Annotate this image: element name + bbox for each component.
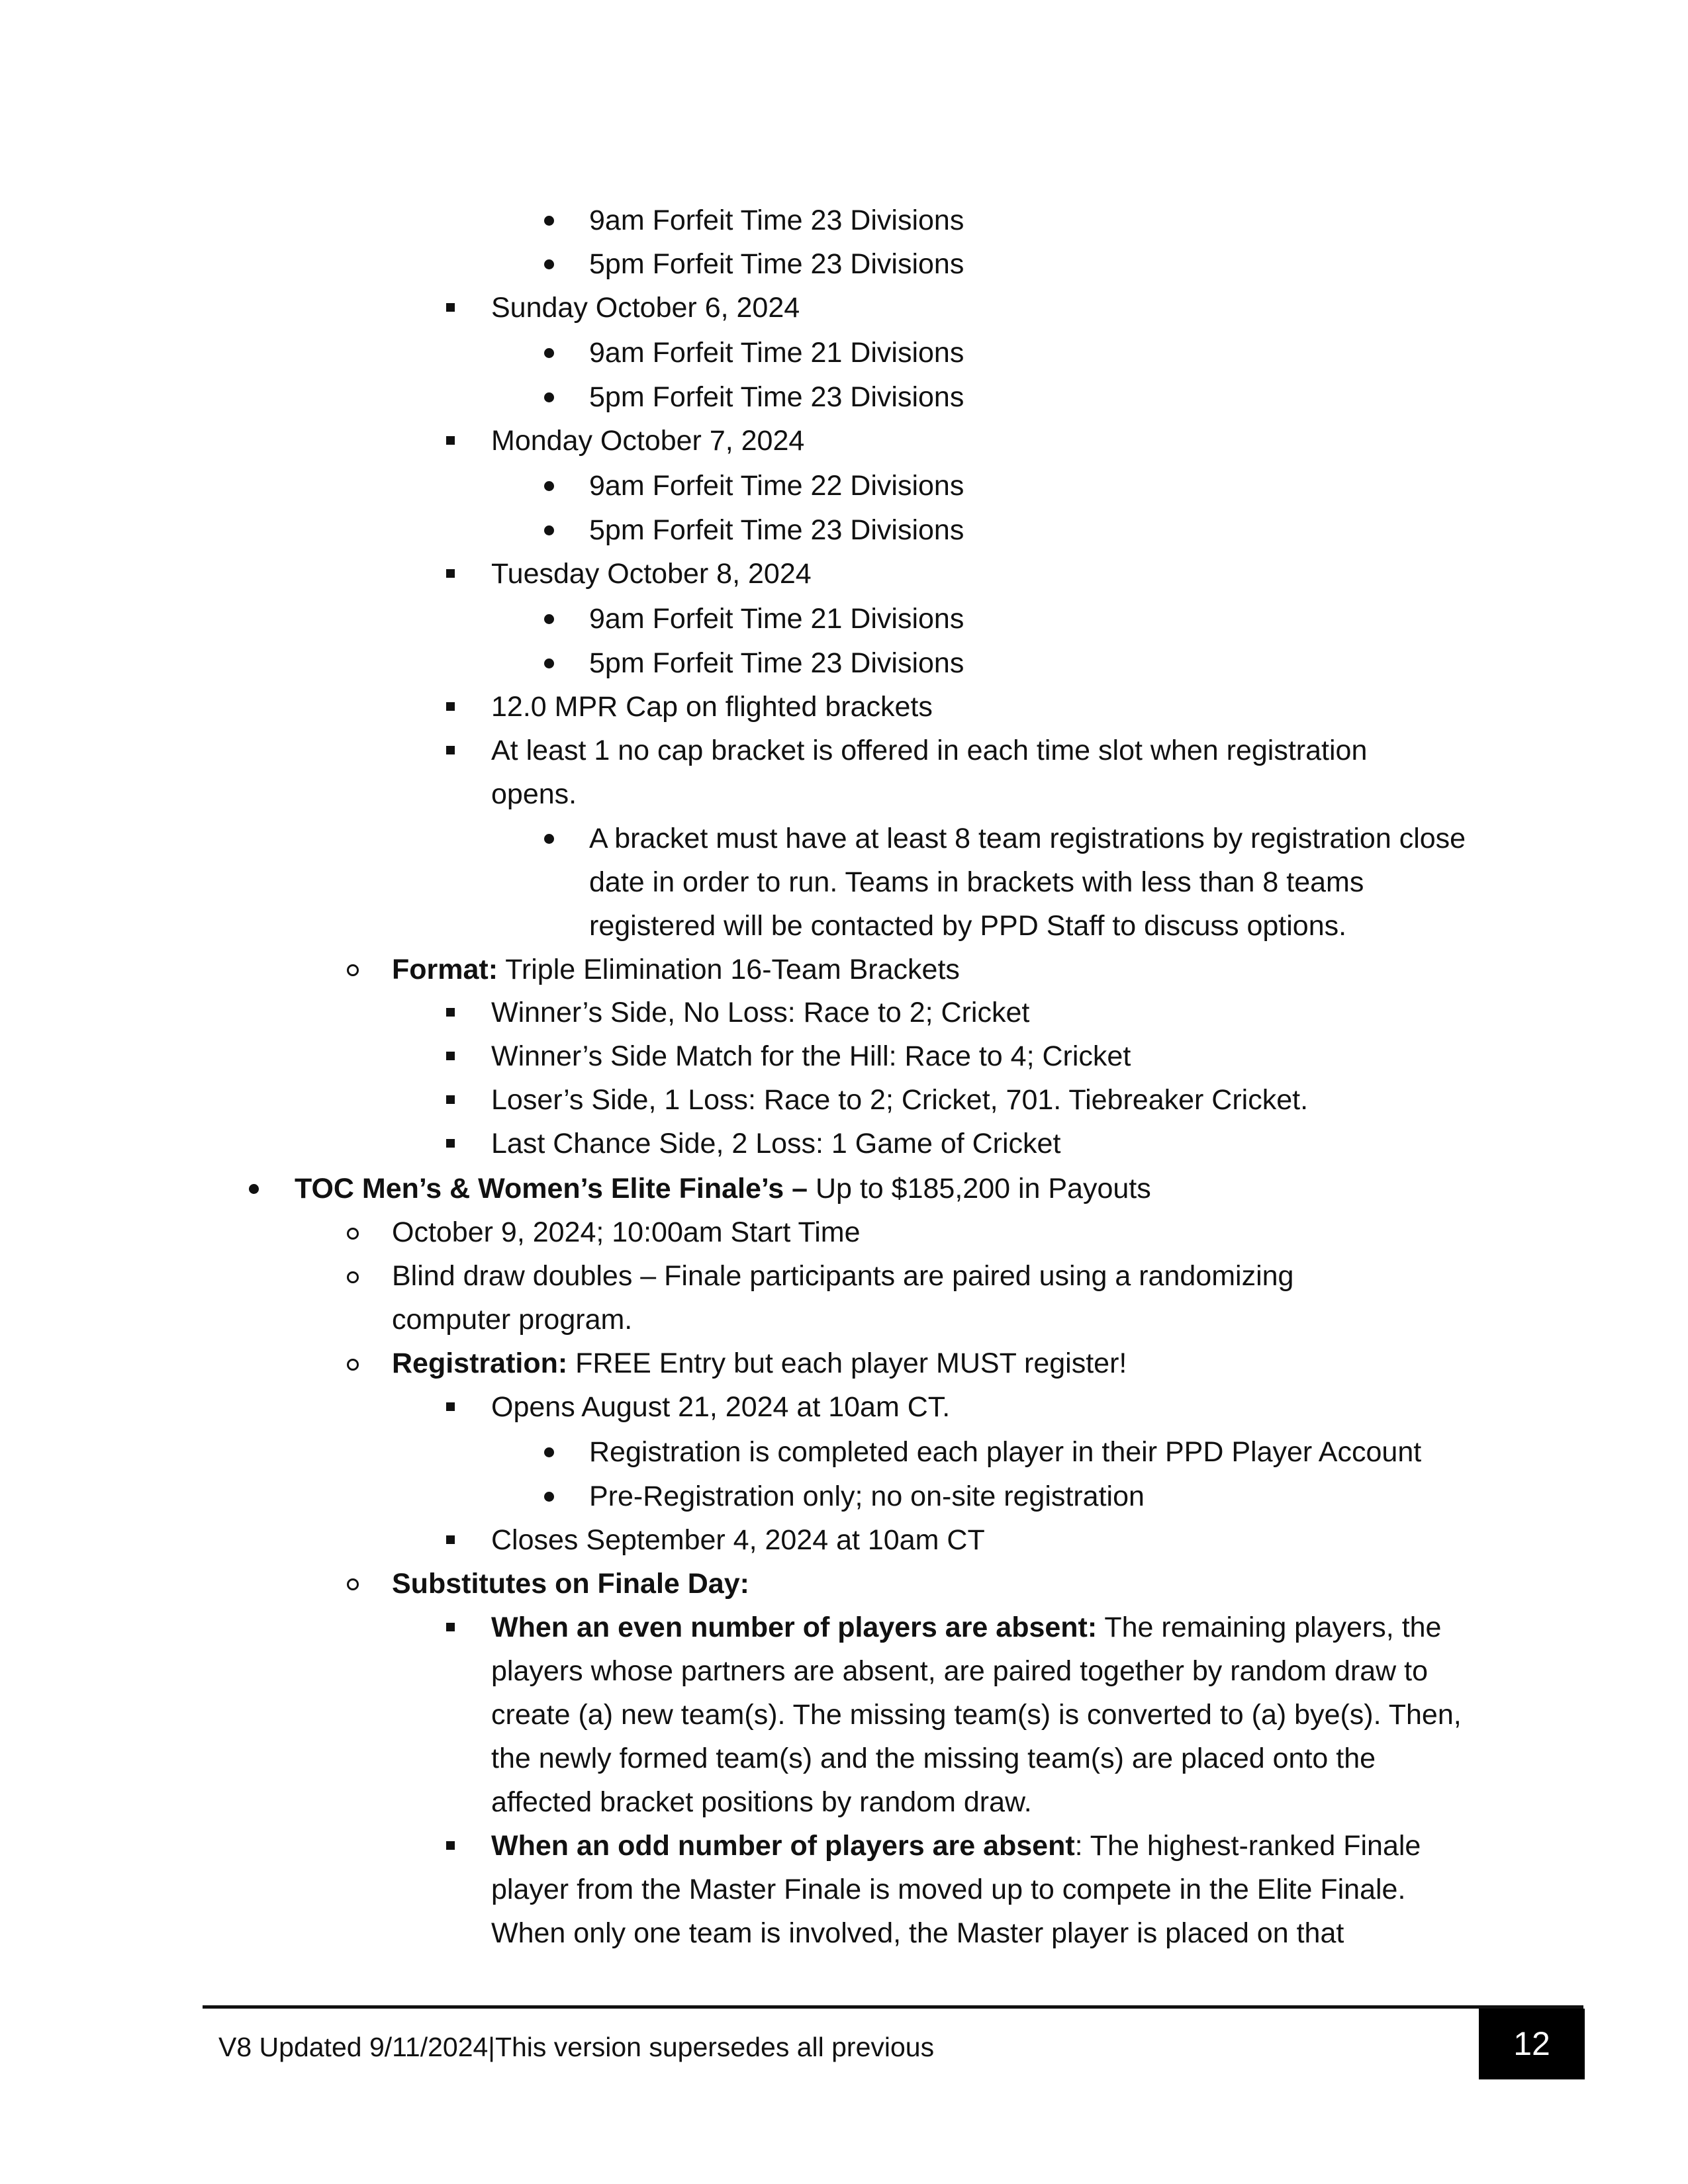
list-item: Closes September 4, 2024 at 10am CT: [491, 1524, 985, 1556]
list-item: 9am Forfeit Time 21 Divisions: [589, 603, 964, 635]
list-item: Loser’s Side, 1 Loss: Race to 2; Cricket, 701. Tiebreaker Cricket.: [491, 1084, 1309, 1116]
bullet-disc-icon: [249, 1184, 259, 1194]
bullet-disc-icon: [544, 659, 554, 668]
bullet-ring-icon: [347, 1359, 359, 1371]
list-item: When an odd number of players are absent: The highest-ranked Finale player from the Master Finale is moved up to compete in the Elite Finale. When only one team is involved, the Master player is placed on that: [491, 1830, 1421, 1949]
bullet-disc-icon: [544, 348, 554, 358]
list-item: Pre-Registration only; no on-site registration: [589, 1480, 1145, 1512]
bullet-disc-icon: [544, 481, 554, 491]
list-item: 5pm Forfeit Time 23 Divisions: [589, 248, 964, 280]
list-item: Blind draw doubles – Finale participants are paired using a randomizing computer program.: [392, 1260, 1294, 1336]
list-item: Tuesday October 8, 2024: [491, 558, 812, 590]
bullet-square-icon: [446, 1095, 455, 1104]
page-number: 12: [1479, 2009, 1585, 2079]
list-item: TOC Men’s & Women’s Elite Finale’s – Up to $185,200 in Payouts: [295, 1173, 1151, 1205]
list-item: Winner’s Side Match for the Hill: Race to 4; Cricket: [491, 1040, 1131, 1072]
bullet-square-icon: [446, 1841, 455, 1850]
bullet-square-icon: [446, 569, 455, 578]
list-item: A bracket must have at least 8 team registrations by registration close date in order to run. Teams in brackets with less than 8 teams registered will be contacted by PPD Staff to discuss options.: [589, 823, 1466, 942]
bullet-ring-icon: [347, 964, 359, 976]
list-item: Format: Triple Elimination 16-Team Brackets: [392, 954, 960, 985]
bullet-disc-icon: [544, 1447, 554, 1457]
bullet-square-icon: [446, 1008, 455, 1017]
bullet-square-icon: [446, 1402, 455, 1411]
list-item: Registration: FREE Entry but each player MUST register!: [392, 1347, 1127, 1379]
list-item: 5pm Forfeit Time 23 Divisions: [589, 381, 964, 413]
bullet-disc-icon: [544, 392, 554, 402]
list-item: 9am Forfeit Time 23 Divisions: [589, 205, 964, 236]
bullet-square-icon: [446, 1139, 455, 1148]
list-item: When an even number of players are absent: The remaining players, the players whose partners are absent, are paired together by random draw to create (a) new team(s). The missing team(s) is converted to (a) bye(s). Then, the newly formed team(s) and the missing team(s) are placed onto the affected bracket positions by random draw.: [491, 1612, 1462, 1818]
bullet-disc-icon: [544, 216, 554, 226]
list-item: Opens August 21, 2024 at 10am CT.: [491, 1391, 951, 1423]
bullet-square-icon: [446, 303, 455, 312]
footer-divider: [203, 2005, 1583, 2009]
bullet-disc-icon: [544, 834, 554, 844]
list-item: 5pm Forfeit Time 23 Divisions: [589, 514, 964, 546]
list-item: Substitutes on Finale Day:: [392, 1568, 749, 1600]
bullet-ring-icon: [347, 1228, 359, 1240]
list-item: Monday October 7, 2024: [491, 425, 805, 457]
list-item: At least 1 no cap bracket is offered in each time slot when registration opens.: [491, 735, 1368, 810]
bullet-square-icon: [446, 1623, 455, 1631]
bullet-square-icon: [446, 1052, 455, 1060]
list-item: Winner’s Side, No Loss: Race to 2; Cricket: [491, 997, 1030, 1028]
list-item: 12.0 MPR Cap on flighted brackets: [491, 691, 933, 723]
list-item: 9am Forfeit Time 21 Divisions: [589, 337, 964, 369]
bullet-square-icon: [446, 702, 455, 711]
list-item: October 9, 2024; 10:00am Start Time: [392, 1216, 861, 1248]
bullet-square-icon: [446, 746, 455, 754]
list-item: 9am Forfeit Time 22 Divisions: [589, 470, 964, 502]
bullet-disc-icon: [544, 614, 554, 624]
bullet-ring-icon: [347, 1578, 359, 1590]
list-item: Registration is completed each player in their PPD Player Account: [589, 1436, 1422, 1468]
bullet-disc-icon: [544, 259, 554, 269]
list-item: 5pm Forfeit Time 23 Divisions: [589, 647, 964, 679]
bullet-square-icon: [446, 1535, 455, 1544]
footer-version: V8 Updated 9/11/2024|This version supersedes all previous: [218, 2032, 935, 2062]
bullet-disc-icon: [544, 1492, 554, 1502]
bullet-disc-icon: [544, 525, 554, 535]
list-item: Sunday October 6, 2024: [491, 292, 800, 324]
list-item: Last Chance Side, 2 Loss: 1 Game of Cricket: [491, 1128, 1061, 1160]
bullet-square-icon: [446, 436, 455, 445]
bullet-ring-icon: [347, 1271, 359, 1283]
